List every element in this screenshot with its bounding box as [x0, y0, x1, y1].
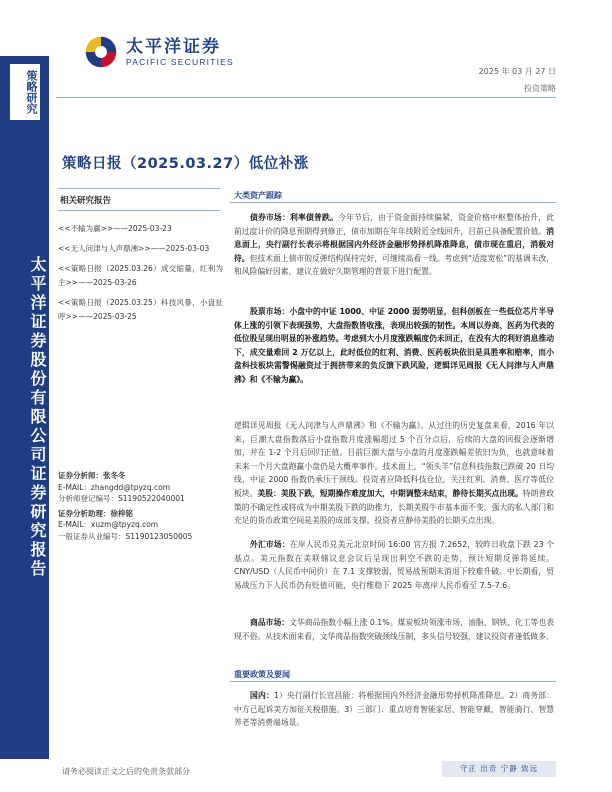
- related-reports-title: 相关研究报告: [60, 196, 112, 206]
- section-divider: [230, 202, 556, 203]
- header-divider: [56, 97, 556, 98]
- related-report-link[interactable]: <<不输为赢>>——2025-03-23: [58, 224, 172, 233]
- related-report-link[interactable]: <<策略日报（2025.03.25）科技风暴，小盘扯呼>>——2025-03-25: [58, 298, 223, 321]
- related-top-divider: [58, 188, 220, 189]
- related-bottom-divider: [58, 210, 220, 211]
- related-reports-list: [58, 222, 223, 330]
- assistant-name: 徐梓铭: [110, 508, 133, 518]
- company-slogan: 守正 出奇 宁静 致远: [442, 761, 556, 777]
- logo-cn: 太平洋证券: [126, 36, 221, 57]
- stock-market-paragraph: 股票市场：小盘中的中证 1000、中证 2000 弱势明显，但科创板在一些低位芯片半导体上涨的引领下表现强势，大盘指数皆收涨，表现出较强的韧性。本周以券商、医药为代表的低位股呈现出明显的补涨趋势。考虑到大小月度涨跌幅度仍未回正，在没有大的利好消息推动下，成交量难回 2 万亿以上，此时低位的红利、消费、医药板块依旧是具胜率和赔率，而小盘科技板块需警惕融资过于拥挤带来的负反馈下跌风险，逻辑详见周报《无人问津与人声鼎沸》和《不输为赢》。: [234, 307, 554, 384]
- analyst-info: [58, 470, 228, 543]
- domestic-news-paragraph: 国内：1）央行副行长宣昌能：将根据国内外经济金融形势择机降准降息。2）商务部：中方已起诉美方加征关税措施。3）三部门：重点培育智能家居、智能穿戴、智能骑行、智慧养老等消费端场景。: [234, 691, 555, 728]
- section-divider: [230, 681, 556, 682]
- analyst-line: 证券分析师：张冬冬: [58, 471, 126, 480]
- fx-market-paragraph: 外汇市场：在岸人民币兑美元北京时间 16:00 官方报 7.2652，较昨日收盘下跌 23 个基点。美元指数在美联储议息会议后呈现出利空不跌的走势，预计短期反弹将延续。CNY/USD（人民币中间价）在 7.1 支撑较弱，贸易战预期未消退下较难升破。中长期看，贸易战压力下人民币仍有贬值可能，央行维稳下 2025 年离岸人民币看至 7.5-7.6。: [234, 540, 555, 590]
- analyst-reg-number: 分析师登记编号：S1190522040001: [58, 494, 185, 504]
- assistant-reg-number: 一般证券从业编号：S1190123050005: [58, 531, 193, 541]
- logo-en: PACIFIC SECURITIES: [126, 56, 234, 67]
- analyst-name: 张冬冬: [103, 471, 126, 480]
- logo-icon: [84, 35, 118, 69]
- report-type: 投资策略: [524, 84, 556, 93]
- bond-market-paragraph: 债券市场：利率债普跌。今年节后，由于资金面持续偏紧，资金价格中枢整体抬升，此前过度计价的降息预期得到修正，债市加期在年年线附近全线回升，目前已具备配置价值。消息面上，央行副行长表示将根据国内外经济金融形势择机降准降息，债市现在重启，消极对待。但技术面上债市的反弹结构保持完好，可继续高看一线。考虑到“适度宽松”的基调未改，和风险偏好因素，建议在做好久期管理的背景下进行配置。: [234, 213, 555, 277]
- related-report-link[interactable]: <<策略日报（2025.03.26）成交缩量，红利为主>>——2025-03-26: [58, 264, 223, 287]
- section-asset-tracking-title: 大类资产跟踪: [234, 191, 282, 200]
- disclaimer-note: 请务必阅读正文之后的免责条款部分: [62, 767, 190, 776]
- report-date: 2025 年 03 月 27 日: [478, 67, 556, 76]
- assistant-line: 证券分析助理：徐梓铭: [58, 508, 133, 518]
- section-policy-news-title: 重要政策及要闻: [234, 670, 290, 679]
- analyst-email[interactable]: E-MAIL：zhangdd@tpyzq.com: [58, 482, 170, 492]
- left-sidebar-bar: [0, 56, 49, 759]
- page-title: 策略日报（2025.03.27）低位补涨: [62, 156, 309, 172]
- organization-label: 太平洋证券股份有限公司证券研究报告: [28, 256, 47, 579]
- related-report-link[interactable]: <<无人问津与人声鼎沸>>——2025-03-03: [58, 244, 210, 253]
- assistant-email[interactable]: E-MAIL：xuzm@tpyzq.com: [58, 520, 159, 530]
- commodity-market-paragraph: 商品市场：文华商品指数小幅上涨 0.1%。煤炭板块领涨市场，油脂、钢铁、化工等也表现不俗。从技术面来看，文华商品指数突破颈线压制，多头信号较强，建议投资者逢低做多。: [234, 618, 554, 641]
- stock-market-detail: 逻辑详见周报《无人问津与人声鼎沸》和《不输为赢》。从过往的历史复盘来看，2016 年以来，巨潮大盘指数落后小盘指数月度涨幅超过 5 个百分点后，后续的大盘的回报会逐渐增加，并在 1-2 个月后回归正值。目前巨潮大盘与小盘的月度涨跌幅差依旧为负，也就意味着未来一个月大盘跑赢小盘仍是大概率事件。技术面上，“领头羊”信息科技指数已跌破 20 日均线，中证 2000 指数仍承压于颈线。投资者应降低科技仓位，关注红利、消费、医疗等低位板块。美股：美股下跌，短期操作难度加大，中期调整未结束，静待长期买点出现。特朗普政策的不确定性或将成为中期美股下跌的助推力，长期美股牛市基本面不变，强大的私人部门和充足的货币政策空间是美股的成部支撑。投资者应静待美股的长期买点出现。: [234, 421, 555, 526]
- category-label: 策略研究: [10, 64, 40, 120]
- company-logo: [84, 32, 234, 72]
